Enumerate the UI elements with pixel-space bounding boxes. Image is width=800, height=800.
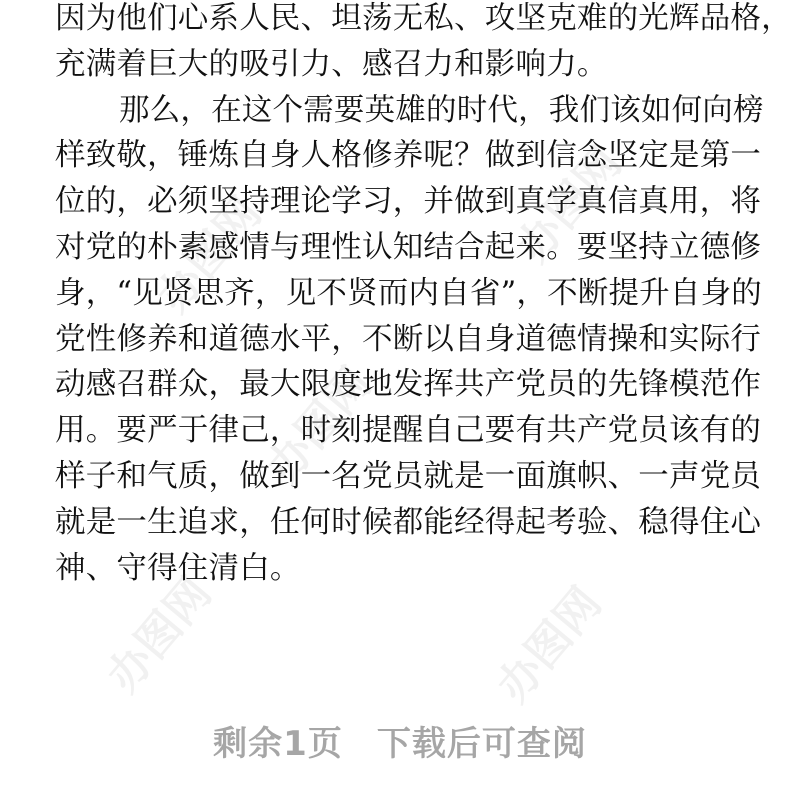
text-line: 对党的朴素感情与理性认知结合起来。要坚持立德修 <box>55 229 762 265</box>
document-body <box>55 0 792 591</box>
text-line: 党性修养和道德水平，不断以自身道德情操和实际行 <box>55 321 762 357</box>
remaining-pages-label: 剩余1页 <box>213 724 343 764</box>
text-line: 样子和气质，做到一名党员就是一面旗帜、一声党员 <box>55 458 762 494</box>
text-line: 那么，在这个需要英雄的时代，我们该如何向榜 <box>119 92 764 128</box>
watermark: 办图网 <box>507 137 632 272</box>
text-line: 用。要严于律己，时刻提醒自己要有共产党员该有的 <box>55 413 762 449</box>
text-line: 就是一生追求，任何时候都能经得起考验、稳得住心 <box>55 504 762 540</box>
download-hint-label: 下载后可查阅 <box>376 724 587 764</box>
text-line: 样致敬，锤炼自身人格修养呢？做到信念坚定是第一 <box>55 138 762 174</box>
text-line: 位的，必须坚持理论学习，并做到真学真信真用，将 <box>55 184 762 220</box>
remaining-pages-notice[interactable] <box>0 716 800 765</box>
watermark: 办图网 <box>147 187 272 322</box>
watermark: 办图网 <box>257 357 382 492</box>
text-line: 充满着巨大的吸引力、感召力和影响力。 <box>55 46 608 82</box>
watermark: 办图网 <box>97 567 222 702</box>
watermark: 办图网 <box>487 577 612 712</box>
text-line: 动感召群众，最大限度地发挥共产党员的先锋模范作 <box>55 367 762 403</box>
text-line: 因为他们心系人民、坦荡无私、攻坚克难的光辉品格， <box>55 1 792 36</box>
text-line: 身，“见贤思齐，见不贤而内自省”，不断提升自身的 <box>55 275 762 311</box>
text-line: 神、守得住清白。 <box>55 550 301 586</box>
